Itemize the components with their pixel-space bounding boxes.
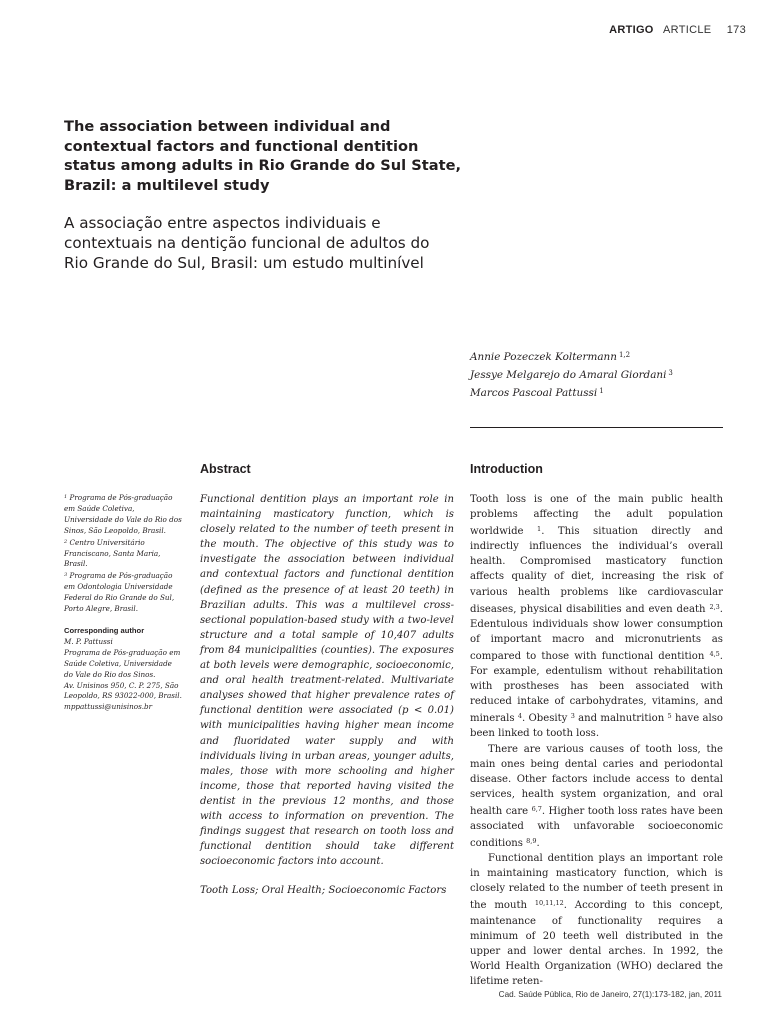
introduction-body — [470, 492, 723, 989]
article-title-portuguese: A associação entre aspectos individuais e contextuais na dentição funcional de adultos do Rio Grande do Sul, Brasil: um estudo multinível — [64, 214, 430, 272]
text-run: . Higher tooth loss rates have been associated with unfavorable socioeconomic conditions — [470, 805, 723, 850]
text-run: . — [536, 838, 540, 850]
intro-paragraph — [470, 851, 723, 989]
text-run: have also been linked to tooth loss. — [470, 713, 723, 740]
introduction-heading: Introduction — [470, 462, 543, 476]
text-run: Tooth loss is one of the main public health problems affecting the adult population worldwide — [470, 494, 723, 538]
citation-ref: 4,5 — [709, 649, 720, 658]
text-run: . Obesity — [521, 713, 571, 725]
text-run: . According to this concept, maintenance of functionality requires a minimum of 20 teeth well distributed in the upper and lower dental arches. In 1992, the World Health Organization (WHO) declared the lifetime reten- — [470, 900, 723, 987]
corresponding-line: Av. Unisinos 950, C. P. 275, São Leopoldo, RS 93022-000, Brasil. — [64, 680, 182, 701]
citation-ref: 3 — [570, 712, 575, 721]
text-run: . Edentulous individuals show lower consumption of important macro and micronutrients as compared to those with functional dentition — [470, 603, 723, 662]
abstract-body — [200, 492, 454, 898]
article-title-english: The association between individual and contextual factors and functional dentition status among adults in Rio Grande do Sul State, Brazil: a multilevel study — [64, 118, 462, 194]
section-label-pt: ARTIGO — [609, 24, 654, 36]
affiliations-sidebar — [64, 492, 182, 713]
text-run: . This situation directly and indirectly influences the individual’s overall health. Compromised masticatory function affects quality of diet, increasing the risk of various health problems like cardiovascular diseases, physical disabilities and even death — [470, 526, 723, 615]
affiliation: $^3$ Programa de Pós-graduação em Odontologia Universidade Federal do Rio Grande do Sul, Porto Alegre, Brasil. — [64, 571, 175, 614]
keywords: Tooth Loss; Oral Health; Socioeconomic Factors — [200, 885, 447, 897]
journal-citation-footer: Cad. Saúde Pública, Rio de Janeiro, 27(1):173-182, jan, 2011 — [498, 990, 722, 999]
citation-ref: 1 — [537, 525, 542, 534]
affiliation: $^2$ Centro Universitário Franciscano, Santa Maria, Brasil. — [64, 537, 161, 569]
citation-ref: 2,3 — [709, 602, 720, 611]
citation-ref: 6,7 — [531, 804, 542, 813]
citation-ref: 4 — [517, 712, 522, 721]
section-label-en: ARTICLE — [663, 24, 712, 36]
corresponding-email: mppattussi@unisinos.br — [64, 702, 153, 712]
divider-rule — [470, 427, 723, 428]
corresponding-line: Programa de Pós-graduação em Saúde Coletiva, Universidade do Vale do Rio dos Sinos. — [64, 647, 181, 679]
affiliation: $^1$ Programa de Pós-graduação em Saúde Coletiva, Universidade do Vale do Rio dos Sinos, São Leopoldo, Brasil. — [64, 493, 182, 535]
citation-ref: 5 — [667, 712, 672, 721]
author-list — [470, 347, 730, 401]
abstract-text: Functional dentition plays an important role in maintaining masticatory function, which is closely related to the number of teeth present in the mouth. The objective of this study was to investigate the association between individual and contextual factors and functional dentition (defined as the presence of at least 20 teeth) in Brazilian adults. This was a multilevel cross-sectional population-based study with a two-level structure and a total sample of 10,407 adults from 84 municipalities (counties). The exposures at both levels were demographic, socioeconomic, and oral health treatment-related. Multivariate analyses showed that higher prevalence rates of functional dentition were associated (p < 0.01) with municipalities having higher mean income and fluoridated water supply and with individuals living in urban areas, younger adults, males, those with more schooling and higher income, those that reported having visited the dentist in the previous 12 months, and those with access to information on prevention. The findings suggest that research on tooth loss and functional dentition should take different socioeconomic factors into account. — [200, 494, 454, 868]
intro-paragraph — [470, 492, 723, 742]
corresponding-line: M. P. Pattussi — [64, 636, 113, 646]
author: Marcos Pascoal Pattussi $^1$ — [470, 387, 604, 399]
intro-paragraph — [470, 742, 723, 852]
author: Annie Pozeczek Koltermann $^{1,2}$ — [470, 351, 631, 363]
running-header — [609, 24, 746, 36]
text-run: . For example, edentulism without rehabilitation with prostheses has been associated with reduced intake of carbohydrates, vitamins, and minerals — [470, 650, 723, 725]
citation-ref: 10,11,12 — [534, 899, 564, 908]
citation-ref: 8,9 — [526, 837, 537, 846]
abstract-heading: Abstract — [200, 462, 251, 476]
author: Jessye Melgarejo do Amaral Giordani $^3$ — [470, 369, 673, 381]
text-run: There are various causes of tooth loss, the main ones being dental caries and periodontal disease. Other factors include access to dental services, health system organization, and oral health care — [470, 743, 723, 817]
text-run: Functional dentition plays an important role in maintaining masticatory function, which is closely related to the number of teeth present in the mouth — [470, 853, 723, 912]
text-run: and malnutrition — [574, 713, 668, 725]
page-number: 173 — [726, 24, 746, 36]
corresponding-author-heading: Corresponding author — [64, 625, 145, 635]
